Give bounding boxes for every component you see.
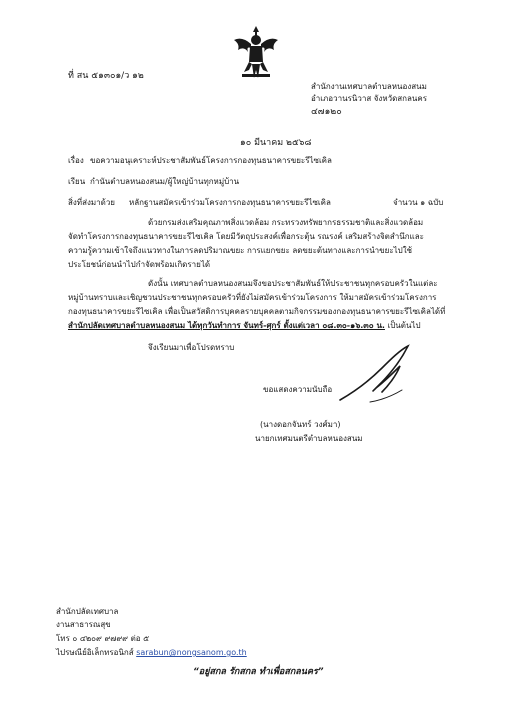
garuda-emblem-icon <box>232 24 280 80</box>
footer-slogan: “อยู่สกล รักสกล ทำเพื่อสกลนคร” <box>193 667 324 677</box>
footer-phone: โทร ๐ ๔๒๐๙ ๙๗๙๙ ต่อ ๕ <box>56 634 150 643</box>
body-paragraph-1-line-2: จัดทำโครงการกองทุนธนาคารขยะรีไซเคิล โดยมีวัตถุประสงค์เพื่อกระตุ้น รณรงค์ เสริมสร้างจิตสำนึกและ <box>68 232 424 241</box>
document-number: ที่ สน ๕๑๓๐๑/ว ๑๒ <box>68 71 144 81</box>
agency-name: สำนักงานเทศบาลตำบลหนองสนม <box>311 82 427 91</box>
office-hours-tail: เป็นต้นไป <box>384 321 421 330</box>
recipient-label: เรียน <box>68 177 86 186</box>
office-hours-highlight: สำนักปลัดเทศบาลตำบลหนองสนม ได้ทุกวันทำการ จันทร์-ศุกร์ ตั้งแต่เวลา ๐๘.๓๐-๑๖.๓๐ น. <box>68 321 385 330</box>
recipient-text: กำนันตำบลหนองสนม/ผู้ใหญ่บ้านทุกหมู่บ้าน <box>90 177 240 186</box>
footer-email-label: ไปรษณีย์อิเล็กทรอนิกส์ <box>56 648 134 657</box>
signer-position: นายกเทศมนตรีตำบลหนองสนม <box>255 434 363 443</box>
enclosure-count: จำนวน ๑ ฉบับ <box>393 198 444 207</box>
body-paragraph-2-line-3: กองทุนธนาคารขยะรีไซเคิล เพื่อเป็นสวัสดิการบุคคลรายบุคคลตามกิจกรรมของกองทุนธนาคารขยะรีไซเคิลได้ที่ <box>68 307 446 316</box>
agency-address: อำเภอวานรนิวาส จังหวัดสกลนคร <box>311 94 428 103</box>
footer-email-row <box>56 648 247 658</box>
body-paragraph-1-line-1: ด้วยกรมส่งเสริมคุณภาพสิ่งแวดล้อม กระทรวงทรัพยากรธรรมชาติและสิ่งแวดล้อม <box>148 218 424 227</box>
subject-text: ขอความอนุเคราะห์ประชาสัมพันธ์โครงการกองทุนธนาคารขยะรีไซเคิล <box>90 156 332 165</box>
body-paragraph-1-line-4: ประโยชน์ก่อนนำไปกำจัดพร้อมเกิดรายได้ <box>68 260 211 269</box>
enclosure-label: สิ่งที่ส่งมาด้วย <box>68 198 115 207</box>
letter-date: ๑๐ มีนาคม ๒๕๖๘ <box>240 138 312 148</box>
body-paragraph-2-line-1: ดังนั้น เทศบาลตำบลหนองสนมจึงขอประชาสัมพันธ์ให้ประชาชนทุกครอบครัวในแต่ละ <box>148 279 438 288</box>
footer-email-link[interactable]: sarabun@nongsanom.go.th <box>136 648 247 657</box>
body-paragraph-2-line-4 <box>68 321 421 331</box>
footer-office: สำนักปลัดเทศบาล <box>56 607 119 616</box>
postcode: ๔๗๑๒๐ <box>311 107 342 117</box>
signer-name: (นางดอกจันทร์ วงศ์มา) <box>260 420 341 429</box>
body-paragraph-2-line-2: หมู่บ้านทราบและเชิญชวนประชาชนทุกครอบครัวที่ยังไม่สมัครเข้าร่วมโครงการ ให้มาสมัครเข้าร่วมโครงการ <box>68 293 437 302</box>
enclosure-text: หลักฐานสมัครเข้าร่วมโครงการกองทุนธนาคารขยะรีไซเคิล <box>129 198 331 207</box>
regards-line: ขอแสดงความนับถือ <box>263 385 333 394</box>
footer-division: งานสาธารณสุข <box>56 620 111 629</box>
signature-image <box>330 342 420 412</box>
closing-line: จึงเรียนมาเพื่อโปรดทราบ <box>148 343 235 352</box>
subject-label: เรื่อง <box>68 156 84 165</box>
body-paragraph-1-line-3: ความรู้ความเข้าใจถึงแนวทางในการลดปริมาณขยะ การแยกขยะ ลดขยะต้นทางและการนำขยะไปใช้ <box>68 246 413 255</box>
